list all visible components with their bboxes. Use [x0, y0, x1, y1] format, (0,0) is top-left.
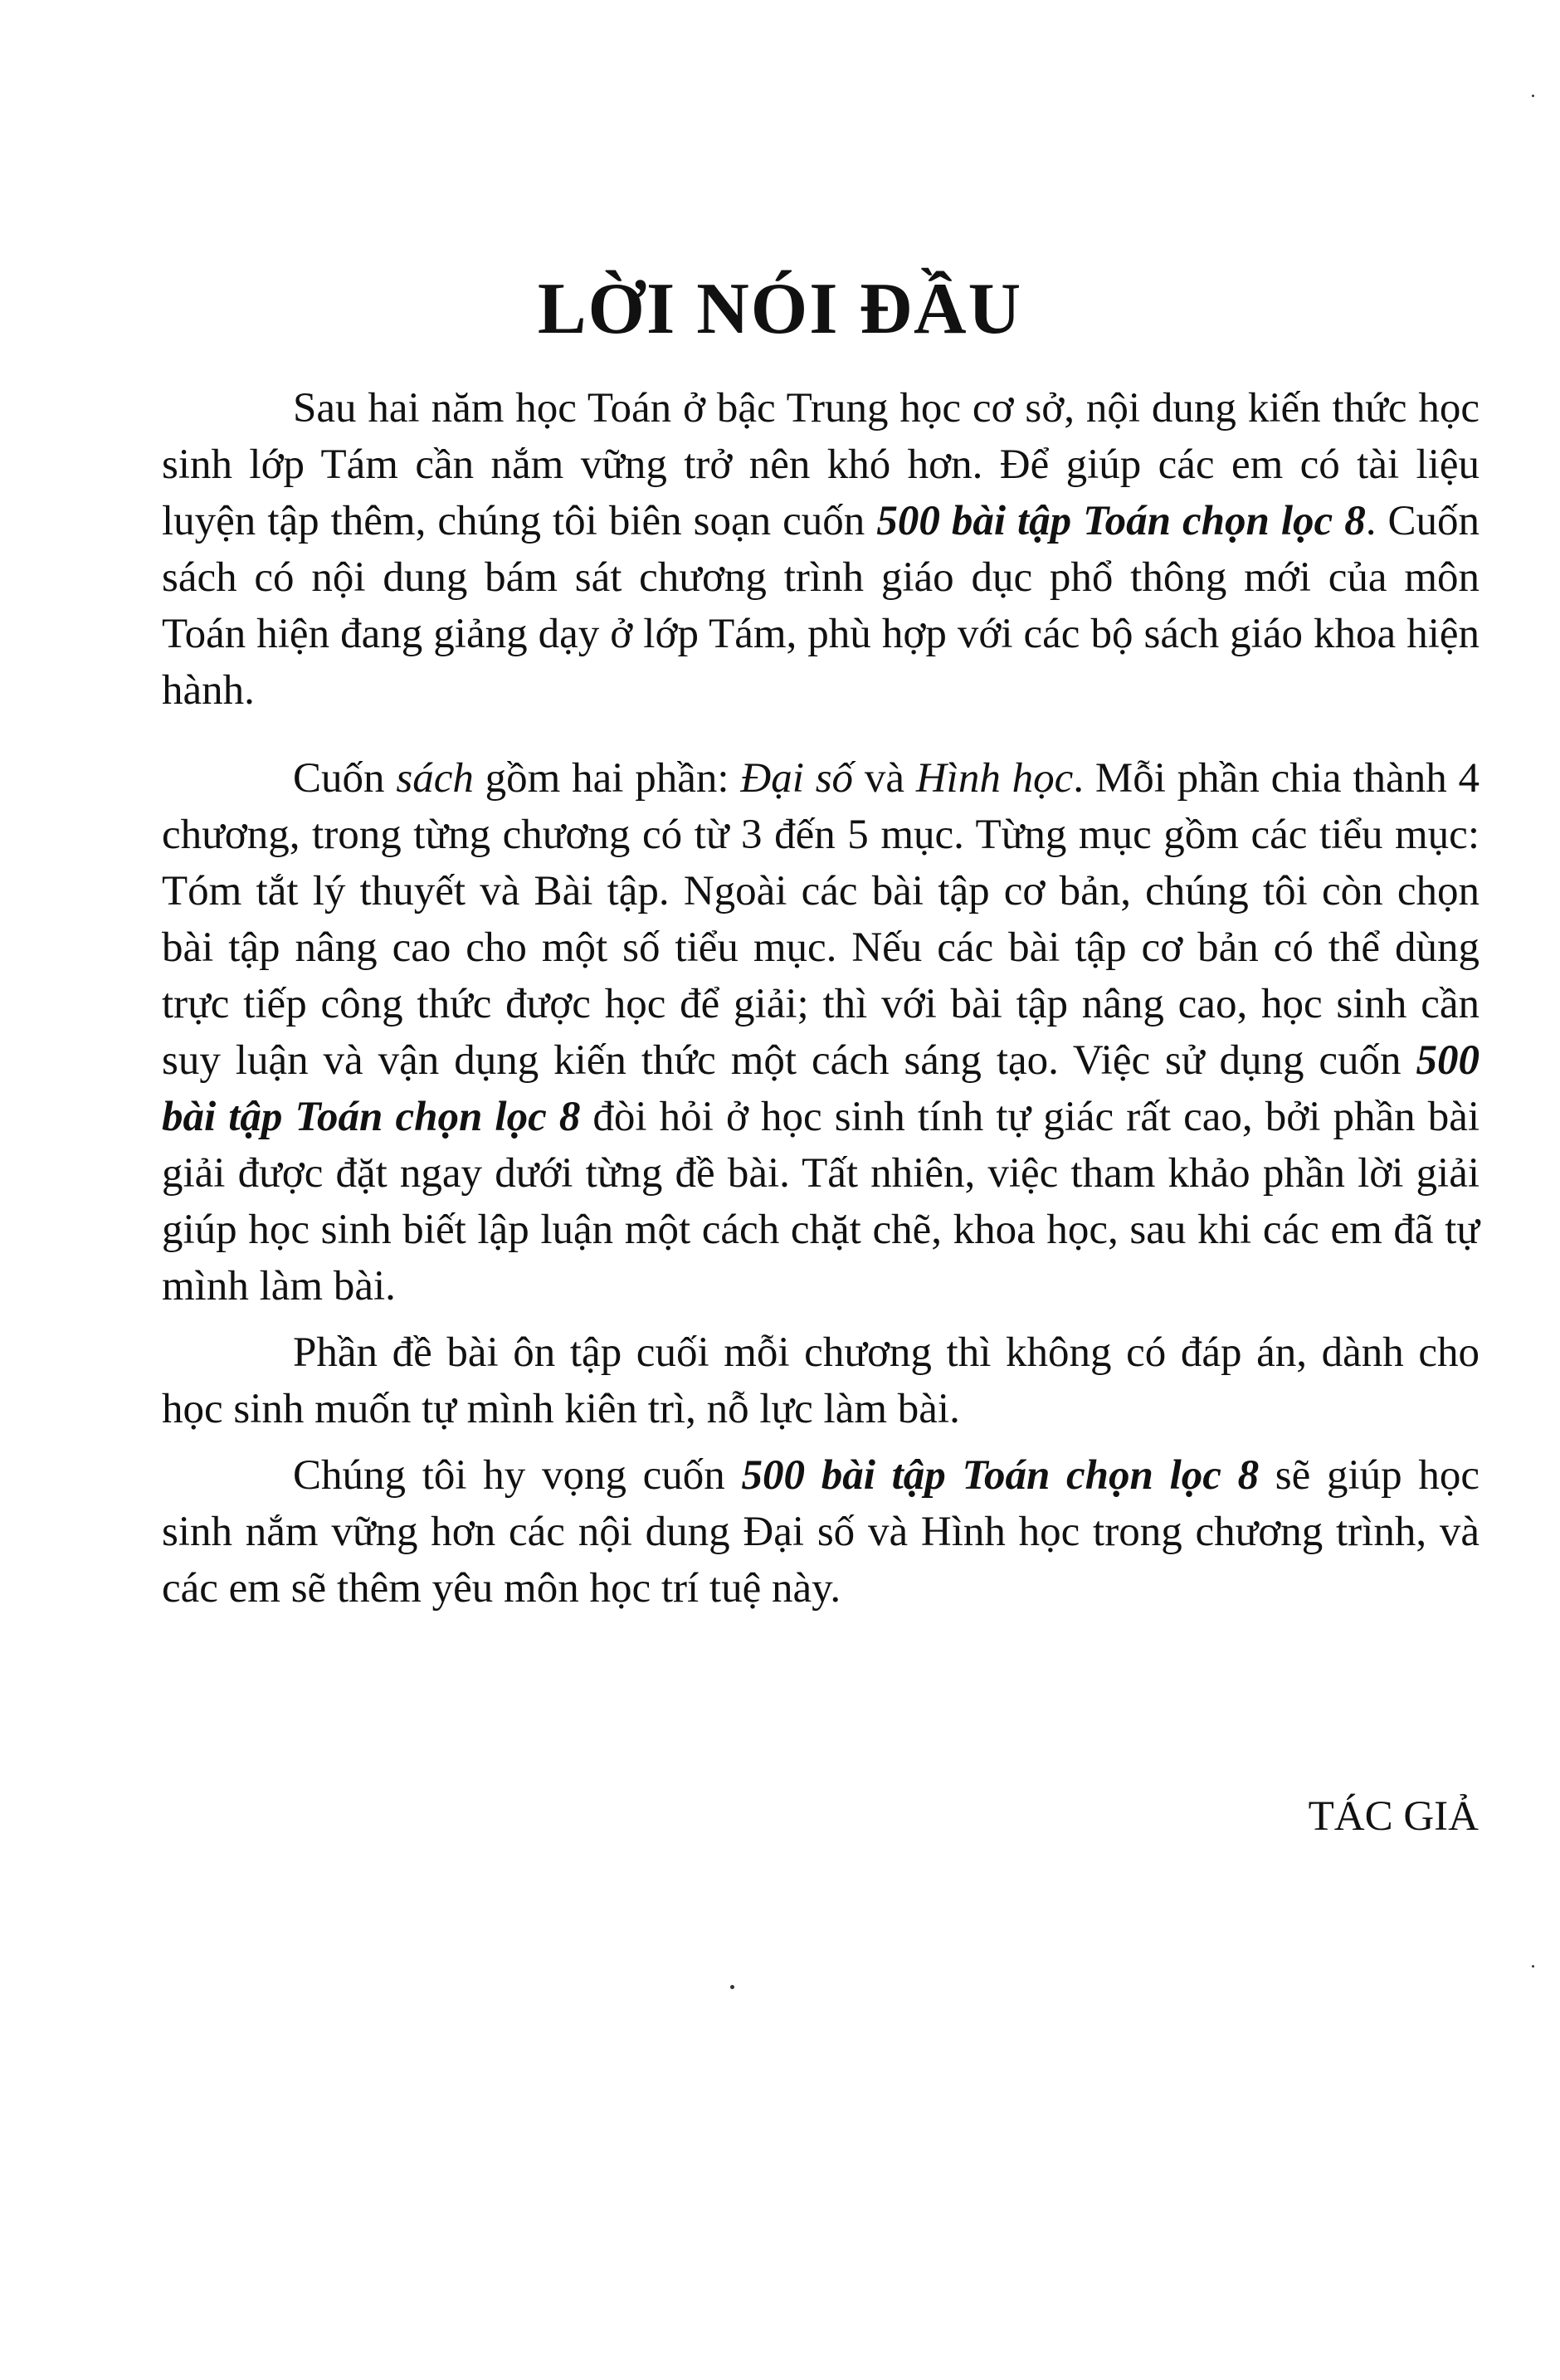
italic-term: sách — [396, 755, 474, 802]
book-title-emphasis: 500 bài tập Toán chọn lọc 8 — [876, 498, 1366, 544]
paragraph-text: gồm hai phần: — [473, 755, 741, 802]
paragraph-3 — [162, 1324, 1480, 1437]
author-signature: TÁC GIẢ — [1308, 1793, 1479, 1840]
paragraph-text: đòi hỏi ở học sinh tính tự giác rất cao, bởi phần bài giải được đặt ngay dưới từng đề bài. Tất nhiên, việc tham khảo phần lời giải giúp học sinh biết lập luận một cách chặt chẽ, khoa học, sau khi các em đã tự mình làm bài. — [162, 1094, 1480, 1309]
paragraph-1 — [162, 380, 1480, 719]
paragraph-text: . Cuốn sách có nội dung bám sát chương trình giáo dục phổ thông mới của môn Toán hiện đang giảng dạy ở lớp Tám, phù hợp với các bộ sách giáo khoa hiện hành. — [162, 498, 1480, 714]
paragraph-text: sẽ giúp học sinh nắm vững hơn các nội dung Đại số và Hình học trong chương trình, và các em sẽ thêm yêu môn học trí tuệ này. — [162, 1452, 1480, 1612]
paragraph-text: Phần đề bài ôn tập cuối mỗi chương thì không có đáp án, dành cho học sinh muốn tự mình kiên trì, nỗ lực làm bài. — [162, 1329, 1480, 1432]
book-title-emphasis: 500 bài tập Toán chọn lọc 8 — [741, 1452, 1260, 1499]
paragraph-2 — [162, 750, 1480, 1314]
scan-speck — [1532, 1965, 1534, 1968]
scan-speck — [1532, 95, 1534, 97]
scan-speck — [730, 1985, 734, 1989]
italic-term: Đại số — [740, 755, 854, 802]
paragraph-text: Sau hai năm học Toán ở bậc Trung học cơ sở, nội dung kiến thức học sinh lớp Tám cần nắm vững trở nên khó hơn. Để giúp các em có tài liệu luyện tập thêm, chúng tôi biên soạn cuốn — [162, 385, 1480, 544]
book-title-emphasis: 500 bài tập Toán chọn lọc 8 — [162, 1037, 1480, 1140]
paragraph-text: . Mỗi phần chia thành 4 chương, trong từng chương có từ 3 đến 5 mục. Từng mục gồm các tiểu mục: Tóm tắt lý thuyết và Bài tập. Ngoài các bài tập cơ bản, chúng tôi còn chọn bài tập nâng cao cho một số tiểu mục. Nếu các bài tập cơ bản có thể dùng trực tiếp công thức được học để giải; thì với bài tập nâng cao, học sinh cần suy luận và vận dụng kiến thức một cách sáng tạo. Việc sử dụng cuốn — [162, 755, 1480, 1084]
paragraph-text: Cuốn — [293, 755, 397, 802]
paragraph-text: và — [853, 755, 916, 802]
page-title: LỜI NÓI ĐẦU — [537, 269, 1023, 349]
paragraph-text: Chúng tôi hy vọng cuốn — [293, 1452, 742, 1499]
paragraph-4 — [162, 1447, 1480, 1617]
italic-term: Hình học — [915, 755, 1074, 802]
preface-body — [162, 380, 1480, 1617]
